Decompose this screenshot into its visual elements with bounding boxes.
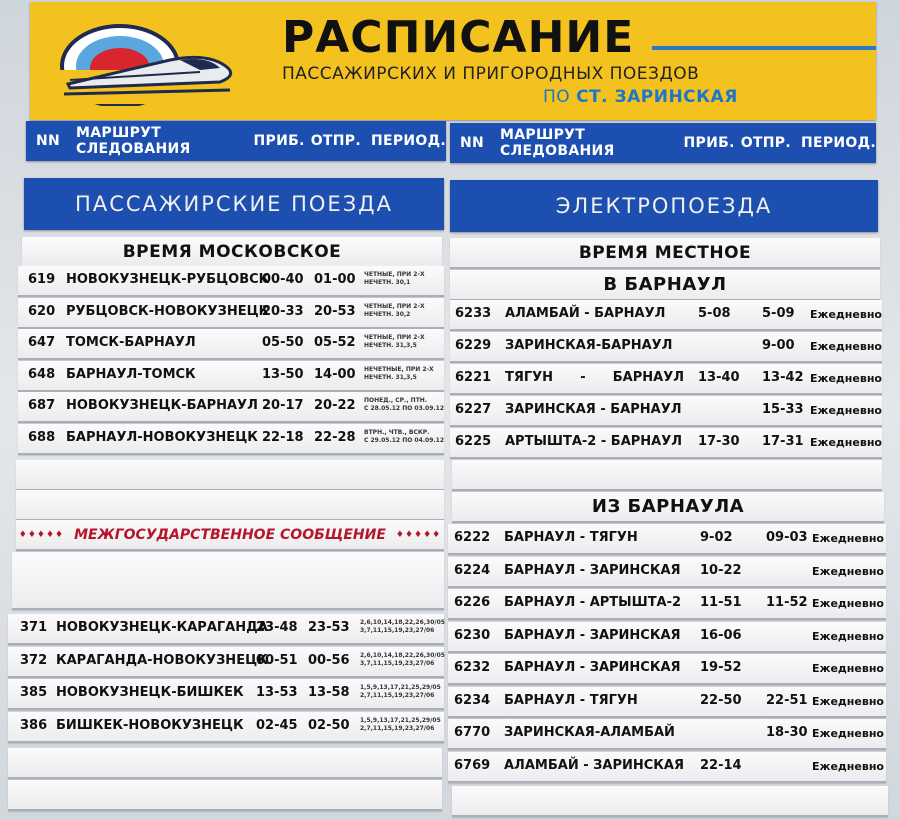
station-name: СТ. ЗАРИНСКАЯ [576, 87, 738, 107]
period-line: НЕЧЕТН. 31,3,5 [364, 342, 417, 349]
period-text: Ежедневно [812, 759, 884, 773]
train-route: РУБЦОВСК-НОВОКУЗНЕЦК [66, 303, 270, 319]
period-note [364, 303, 425, 319]
period-note [360, 684, 441, 700]
period-text: Ежедневно [810, 308, 882, 321]
arrival-time: 5-08 [698, 306, 731, 321]
period-text: Ежедневно [812, 532, 884, 545]
train-number: 6770 [454, 725, 491, 740]
departure-time: 20-53 [314, 303, 356, 319]
arrival-time: 10-22 [700, 562, 742, 578]
period-note [364, 397, 444, 413]
table-row [448, 687, 886, 718]
station-prefix: ПО [543, 87, 571, 107]
departure-time: 01-00 [314, 272, 356, 287]
departure-time: 23-53 [308, 620, 350, 635]
train-route: ЗАРИНСКАЯ - БАРНАУЛ [505, 402, 682, 417]
arrival-time: 22-14 [700, 757, 742, 773]
table-row [448, 524, 886, 555]
table-row [18, 424, 444, 455]
period-line: 3,7,11,15,19,23,27/06 [360, 659, 435, 667]
period-note [364, 271, 425, 287]
arrival-time: 00-51 [256, 652, 298, 668]
intl-dots-left: ♦♦♦♦♦ [18, 529, 65, 540]
period-line: 2,6,10,14,18,22,26,30/05 [360, 619, 445, 626]
col-nn: NN [460, 135, 485, 151]
period-text: Ежедневно [812, 564, 884, 578]
arrival-time: 17-30 [698, 434, 740, 449]
table-row [450, 300, 882, 331]
table-row [18, 266, 444, 297]
col-route: МАРШРУТ СЛЕДОВАНИЯ [76, 125, 191, 157]
train-number: 6233 [455, 306, 492, 321]
train-route: НОВОКУЗНЕЦК-РУБЦОВСК [66, 272, 270, 287]
blank-plate [12, 552, 444, 610]
blank-plate [8, 748, 442, 779]
departure-time: 9-00 [762, 338, 795, 353]
board-header [30, 2, 876, 120]
train-number: 687 [28, 398, 56, 413]
period-line: НЕЧЕТН. 31,3,5 [364, 373, 417, 381]
col-route: МАРШРУТ СЛЕДОВАНИЯ [500, 127, 615, 159]
period-line: НЕЧЕТН. 30,1 [364, 279, 411, 286]
period-line: ЧЕТНЫЕ, ПРИ 2-Х [364, 302, 425, 310]
period-note [364, 366, 434, 382]
right-time-caption: ВРЕМЯ МЕСТНОЕ [450, 238, 880, 269]
intl-caption: МЕЖГОСУДАРСТВЕННОЕ СООБЩЕНИЕ [74, 526, 386, 543]
period-line: ПОНЕД., СР., ПТН. [364, 397, 428, 404]
period-line: ЧЕТНЫЕ, ПРИ 2-Х [364, 334, 425, 341]
train-number: 6769 [454, 757, 491, 773]
period-line: 1,5,9,13,17,21,25,29/05 [360, 716, 441, 724]
train-number: 6224 [454, 562, 491, 578]
train-number: 6226 [454, 595, 491, 610]
left-time-caption: ВРЕМЯ МОСКОВСКОЕ [22, 237, 442, 268]
table-row [448, 752, 886, 783]
train-route: АРТЫШТА-2 - БАРНАУЛ [505, 434, 683, 449]
table-row [8, 679, 444, 710]
period-line: 2,7,11,15,19,23,27/06 [360, 724, 435, 732]
table-row [18, 329, 444, 360]
column-header-left [26, 121, 446, 161]
col-arr: ПРИБ. [253, 133, 305, 149]
column-header-right [450, 123, 876, 163]
train-number: 647 [28, 335, 56, 350]
train-logo [50, 14, 240, 106]
period-text: Ежедневно [812, 597, 884, 610]
arrival-time: 23-48 [256, 620, 298, 635]
period-line: 1,5,9,13,17,21,25,29/05 [360, 684, 441, 691]
table-row [448, 589, 886, 620]
period-text: Ежедневно [810, 404, 882, 417]
page-subtitle: ПАССАЖИРСКИХ И ПРИГОРОДНЫХ ПОЕЗДОВ [282, 64, 700, 84]
departure-time: 14-00 [314, 366, 356, 382]
train-route: ЗАРИНСКАЯ-АЛАМБАЙ [504, 725, 675, 740]
train-number: 6229 [455, 338, 492, 353]
table-row [450, 364, 882, 395]
departure-time: 11-52 [766, 595, 808, 610]
train-number: 386 [20, 717, 48, 733]
table-row [8, 712, 444, 743]
period-line: ЧЕТНЫЕ, ПРИ 2-Х [364, 271, 425, 278]
departure-time: 09-03 [766, 530, 808, 545]
departure-time: 5-09 [762, 306, 795, 321]
train-number: 6221 [455, 370, 492, 385]
col-nn: NN [36, 133, 61, 149]
train-route: БАРНАУЛ - ЗАРИНСКАЯ [504, 627, 681, 643]
train-number: 6230 [454, 627, 491, 643]
period-line: НЕЧЕТНЫЕ, ПРИ 2-Х [364, 365, 434, 373]
period-note [360, 652, 445, 668]
train-number: 6225 [455, 434, 492, 449]
train-number: 648 [28, 366, 56, 382]
arrival-time: 22-50 [700, 692, 742, 708]
intl-dots-right: ♦♦♦♦♦ [395, 529, 442, 540]
arrival-time: 02-45 [256, 717, 298, 733]
blank-plate [8, 780, 442, 811]
period-text: Ежедневно [810, 436, 882, 449]
arrival-time: 22-18 [262, 429, 304, 445]
train-route: ТОМСК-БАРНАУЛ [66, 335, 196, 350]
table-row [8, 614, 444, 645]
train-route: БИШКЕК-НОВОКУЗНЕЦК [56, 717, 244, 733]
arrival-time: 9-02 [700, 530, 733, 545]
blank-plate [452, 460, 882, 491]
period-text: Ежедневно [812, 727, 884, 740]
train-number: 6227 [455, 402, 492, 417]
section-passenger: ПАССАЖИРСКИЕ ПОЕЗДА [24, 178, 444, 230]
col-dep: ОТПР. [740, 135, 791, 151]
col-arr: ПРИБ. [683, 135, 735, 151]
departure-time: 00-56 [308, 652, 350, 668]
train-route: БАРНАУЛ - ЗАРИНСКАЯ [504, 562, 681, 578]
departure-time: 13-42 [762, 370, 804, 385]
arrival-time: 19-52 [700, 660, 742, 675]
train-number: 372 [20, 652, 48, 668]
period-note [364, 334, 425, 350]
train-route: АЛАМБАЙ - ЗАРИНСКАЯ [504, 757, 684, 773]
period-text: Ежедневно [810, 372, 882, 385]
departure-time: 22-51 [766, 692, 808, 708]
period-text: Ежедневно [812, 629, 884, 643]
period-line: С 29.05.12 ПО 04.09.12 [364, 436, 445, 444]
period-line: НЕЧЕТН. 30,2 [364, 310, 411, 318]
train-route: БАРНАУЛ - АРТЫШТА-2 [504, 595, 682, 610]
col-period: ПЕРИОД. [800, 135, 876, 151]
train-route: БАРНАУЛ-ТОМСК [66, 366, 196, 382]
table-row [18, 361, 444, 392]
arrival-time: 20-17 [262, 398, 304, 413]
table-row [448, 654, 886, 685]
station-line [543, 87, 738, 107]
departure-time: 13-58 [308, 685, 350, 700]
arrival-time: 05-50 [262, 335, 304, 350]
train-route: НОВОКУЗНЕЦК-КАРАГАНДА [56, 620, 268, 635]
col-period: ПЕРИОД. [370, 133, 446, 149]
table-row [450, 332, 882, 363]
train-route: ТЯГУН - БАРНАУЛ [505, 370, 685, 385]
title-underline [652, 46, 876, 50]
period-text: Ежедневно [812, 662, 884, 675]
table-row [18, 298, 444, 329]
train-number: 620 [28, 303, 56, 319]
table-row [18, 392, 444, 423]
period-note [360, 619, 445, 635]
train-route: НОВОКУЗНЕЦК-БИШКЕК [56, 685, 244, 700]
blank-plate [16, 460, 444, 491]
period-note [364, 429, 444, 445]
blank-plate [452, 786, 888, 817]
arrival-time: 13-40 [698, 370, 740, 385]
train-number: 6232 [454, 660, 491, 675]
period-line: 2,6,10,14,18,22,26,30/05 [360, 651, 445, 659]
blank-plate [16, 490, 444, 521]
page-title: РАСПИСАНИЕ [282, 12, 635, 63]
table-row [450, 428, 882, 459]
table-row [448, 719, 886, 750]
departure-time: 17-31 [762, 434, 804, 449]
train-number: 688 [28, 429, 56, 445]
train-route: ЗАРИНСКАЯ-БАРНАУЛ [505, 338, 673, 353]
train-route: БАРНАУЛ - ЗАРИНСКАЯ [504, 660, 681, 675]
train-number: 371 [20, 620, 48, 635]
arrival-time: 20-33 [262, 303, 304, 319]
departure-time: 15-33 [762, 402, 804, 417]
train-route: КАРАГАНДА-НОВОКУЗНЕЦК [56, 652, 268, 668]
train-route: БАРНАУЛ - ТЯГУН [504, 692, 638, 708]
arrival-time: 00-40 [262, 272, 304, 287]
train-number: 6234 [454, 692, 491, 708]
table-row [8, 647, 444, 678]
table-row [448, 622, 886, 653]
departure-time: 22-28 [314, 429, 356, 445]
train-route: БАРНАУЛ - ТЯГУН [504, 530, 638, 545]
train-route: АЛАМБАЙ - БАРНАУЛ [505, 306, 666, 321]
train-route: НОВОКУЗНЕЦК-БАРНАУЛ [66, 398, 258, 413]
intl-caption-plate [16, 520, 444, 551]
departure-time: 05-52 [314, 335, 356, 350]
departure-time: 02-50 [308, 717, 350, 733]
section-electric: ЭЛЕКТРОПОЕЗДА [450, 180, 878, 232]
table-row [450, 396, 882, 427]
from-barnaul-caption: ИЗ БАРНАУЛА [452, 492, 884, 523]
table-row [448, 557, 886, 588]
train-number: 619 [28, 272, 56, 287]
train-route: БАРНАУЛ-НОВОКУЗНЕЦК [66, 429, 258, 445]
period-line: 3,7,11,15,19,23,27/06 [360, 627, 435, 634]
arrival-time: 16-06 [700, 627, 742, 643]
period-text: Ежедневно [810, 340, 882, 353]
to-barnaul-caption: В БАРНАУЛ [450, 270, 880, 301]
period-line: 2,7,11,15,19,23,27/06 [360, 692, 435, 699]
train-number: 6222 [454, 530, 491, 545]
period-text: Ежедневно [812, 694, 884, 708]
period-line: С 28.05.12 ПО 03.09.12 [364, 405, 445, 412]
train-number: 385 [20, 685, 48, 700]
arrival-time: 13-50 [262, 366, 304, 382]
arrival-time: 11-51 [700, 595, 742, 610]
period-note [360, 717, 441, 733]
period-line: ВТРН., ЧТВ., ВСКР. [364, 428, 430, 436]
col-dep: ОТПР. [310, 133, 361, 149]
departure-time: 20-22 [314, 398, 356, 413]
arrival-time: 13-53 [256, 685, 298, 700]
departure-time: 18-30 [766, 725, 808, 740]
